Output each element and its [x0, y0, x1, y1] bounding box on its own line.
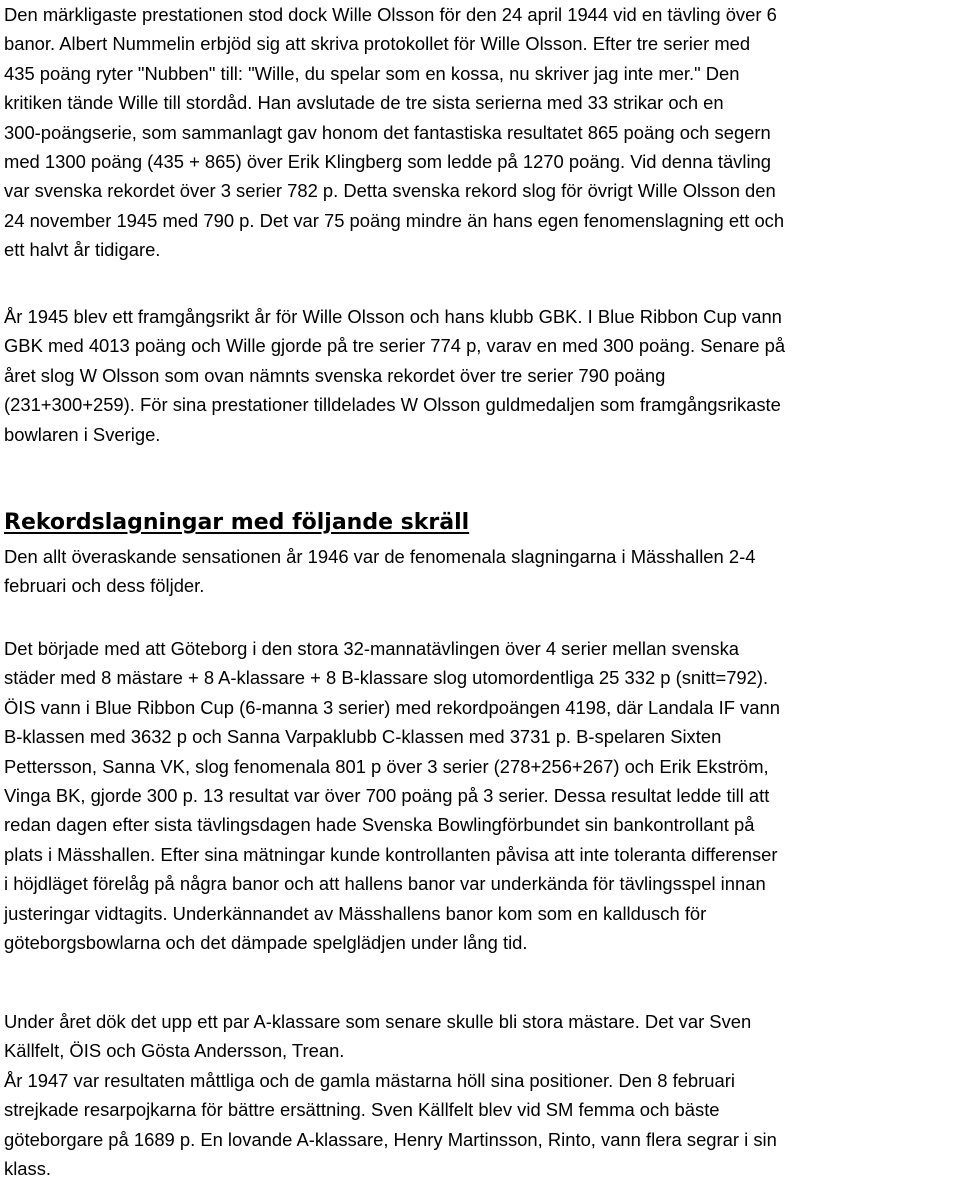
- text-line: ÖIS vann i Blue Ribbon Cup (6-manna 3 serier) med rekordpoängen 4198, där Landala IF vann: [4, 696, 780, 718]
- paragraph-year-1945: [4, 302, 954, 449]
- text-line: (231+300+259). För sina prestationer tilldelades W Olsson guldmedaljen som framgångsrikaste: [4, 394, 781, 416]
- section-heading-text: Rekordslagningar med följande skräll: [4, 510, 470, 535]
- text-line: göteborgare på 1689 p. En lovande A-klassare, Henry Martinsson, Rinto, vann flera segrar i sin: [4, 1128, 777, 1150]
- paragraph-a-klassare-1947: [4, 1007, 954, 1183]
- text-line: året slog W Olsson som ovan nämnts svenska rekordet över tre serier 790 poäng: [4, 364, 666, 386]
- paragraph-wille-olsson-1944: [4, 0, 954, 265]
- text-line: klass.: [4, 1157, 52, 1179]
- text-line: banor. Albert Nummelin erbjöd sig att skriva protokollet för Wille Olsson. Efter tre serier med: [4, 33, 751, 55]
- text-line: Under året dök det upp ett par A-klassare som senare skulle bli stora mästare. Det var Sven: [4, 1011, 752, 1032]
- text-line: Den märkligaste prestationen stod dock Wille Olsson för den 24 april 1944 vid en tävling över 6: [4, 4, 777, 25]
- text-line: GBK med 4013 poäng och Wille gjorde på tre serier 774 p, varav en med 300 poäng. Senare på: [4, 335, 786, 357]
- text-line: kritiken tände Wille till stordåd. Han avslutade de tre sista serierna med 33 strikar och en: [4, 92, 724, 114]
- text-line: Den allt överaskande sensationen år 1946 var de fenomenala slagningarna i Mässhallen 2-4: [4, 546, 756, 567]
- text-line: Källfelt, ÖIS och Gösta Andersson, Trean.: [4, 1040, 345, 1062]
- paragraph-sensation-1946: [4, 542, 954, 601]
- text-line: ett halvt år tidigare.: [4, 239, 161, 261]
- text-line: Det började med att Göteborg i den stora 32-mannatävlingen över 4 serier mellan svenska: [4, 638, 740, 659]
- text-line: med 1300 poäng (435 + 865) över Erik Klingberg som ledde på 1270 poäng. Vid denna tävling: [4, 150, 771, 172]
- section-heading: [4, 507, 469, 539]
- text-line: År 1945 blev ett framgångsrikt år för Wille Olsson och hans klubb GBK. I Blue Ribbon Cup vann: [4, 306, 782, 327]
- text-line: Pettersson, Sanna VK, slog fenomenala 801 p över 3 serier (278+256+267) och Erik Ekström,: [4, 755, 769, 777]
- text-line: redan dagen efter sista tävlingsdagen hade Svenska Bowlingförbundet sin bankontrollant på: [4, 814, 755, 836]
- text-line: justeringar vidtagits. Underkännandet av Mässhallens banor kom som en kalldusch för: [4, 902, 707, 924]
- text-line: 24 november 1945 med 790 p. Det var 75 poäng mindre än hans egen fenomenslagning ett och: [4, 209, 785, 231]
- text-line: Vinga BK, gjorde 300 p. 13 resultat var över 700 poäng på 3 serier. Dessa resultat ledde till att: [4, 784, 770, 806]
- text-line: strejkade resarpojkarna för bättre ersättning. Sven Källfelt blev vid SM femma och bäste: [4, 1099, 720, 1121]
- text-line: plats i Mässhallen. Efter sina mätningar kunde kontrollanten påvisa att inte toleranta differenser: [4, 843, 778, 865]
- paragraph-masshallen: [4, 634, 954, 957]
- text-line: var svenska rekordet över 3 serier 782 p. Detta svenska rekord slog för övrigt Wille Olsson den: [4, 180, 776, 202]
- text-line: bowlaren i Sverige.: [4, 423, 161, 445]
- text-line: 435 poäng ryter "Nubben" till: "Wille, du spelar som en kossa, nu skriver jag inte mer." Den: [4, 62, 740, 84]
- text-line: göteborgsbowlarna och det dämpade spelglädjen under lång tid.: [4, 931, 528, 953]
- text-line: B-klassen med 3632 p och Sanna Varpaklubb C-klassen med 3731 p. B-spelaren Sixten: [4, 726, 722, 748]
- text-line: i höjdläget förelåg på några banor och att hallens banor var underkända för tävlingsspel innan: [4, 873, 766, 895]
- text-line: städer med 8 mästare + 8 A-klassare + 8 B-klassare slog utomordentliga 25 332 p (snitt=792).: [4, 667, 769, 689]
- text-line: februari och dess följder.: [4, 575, 205, 597]
- text-line: 300-poängserie, som sammanlagt gav honom det fantastiska resultatet 865 poäng och segern: [4, 121, 771, 143]
- text-line: År 1947 var resultaten måttliga och de gamla mästarna höll sina positioner. Den 8 februari: [4, 1069, 735, 1091]
